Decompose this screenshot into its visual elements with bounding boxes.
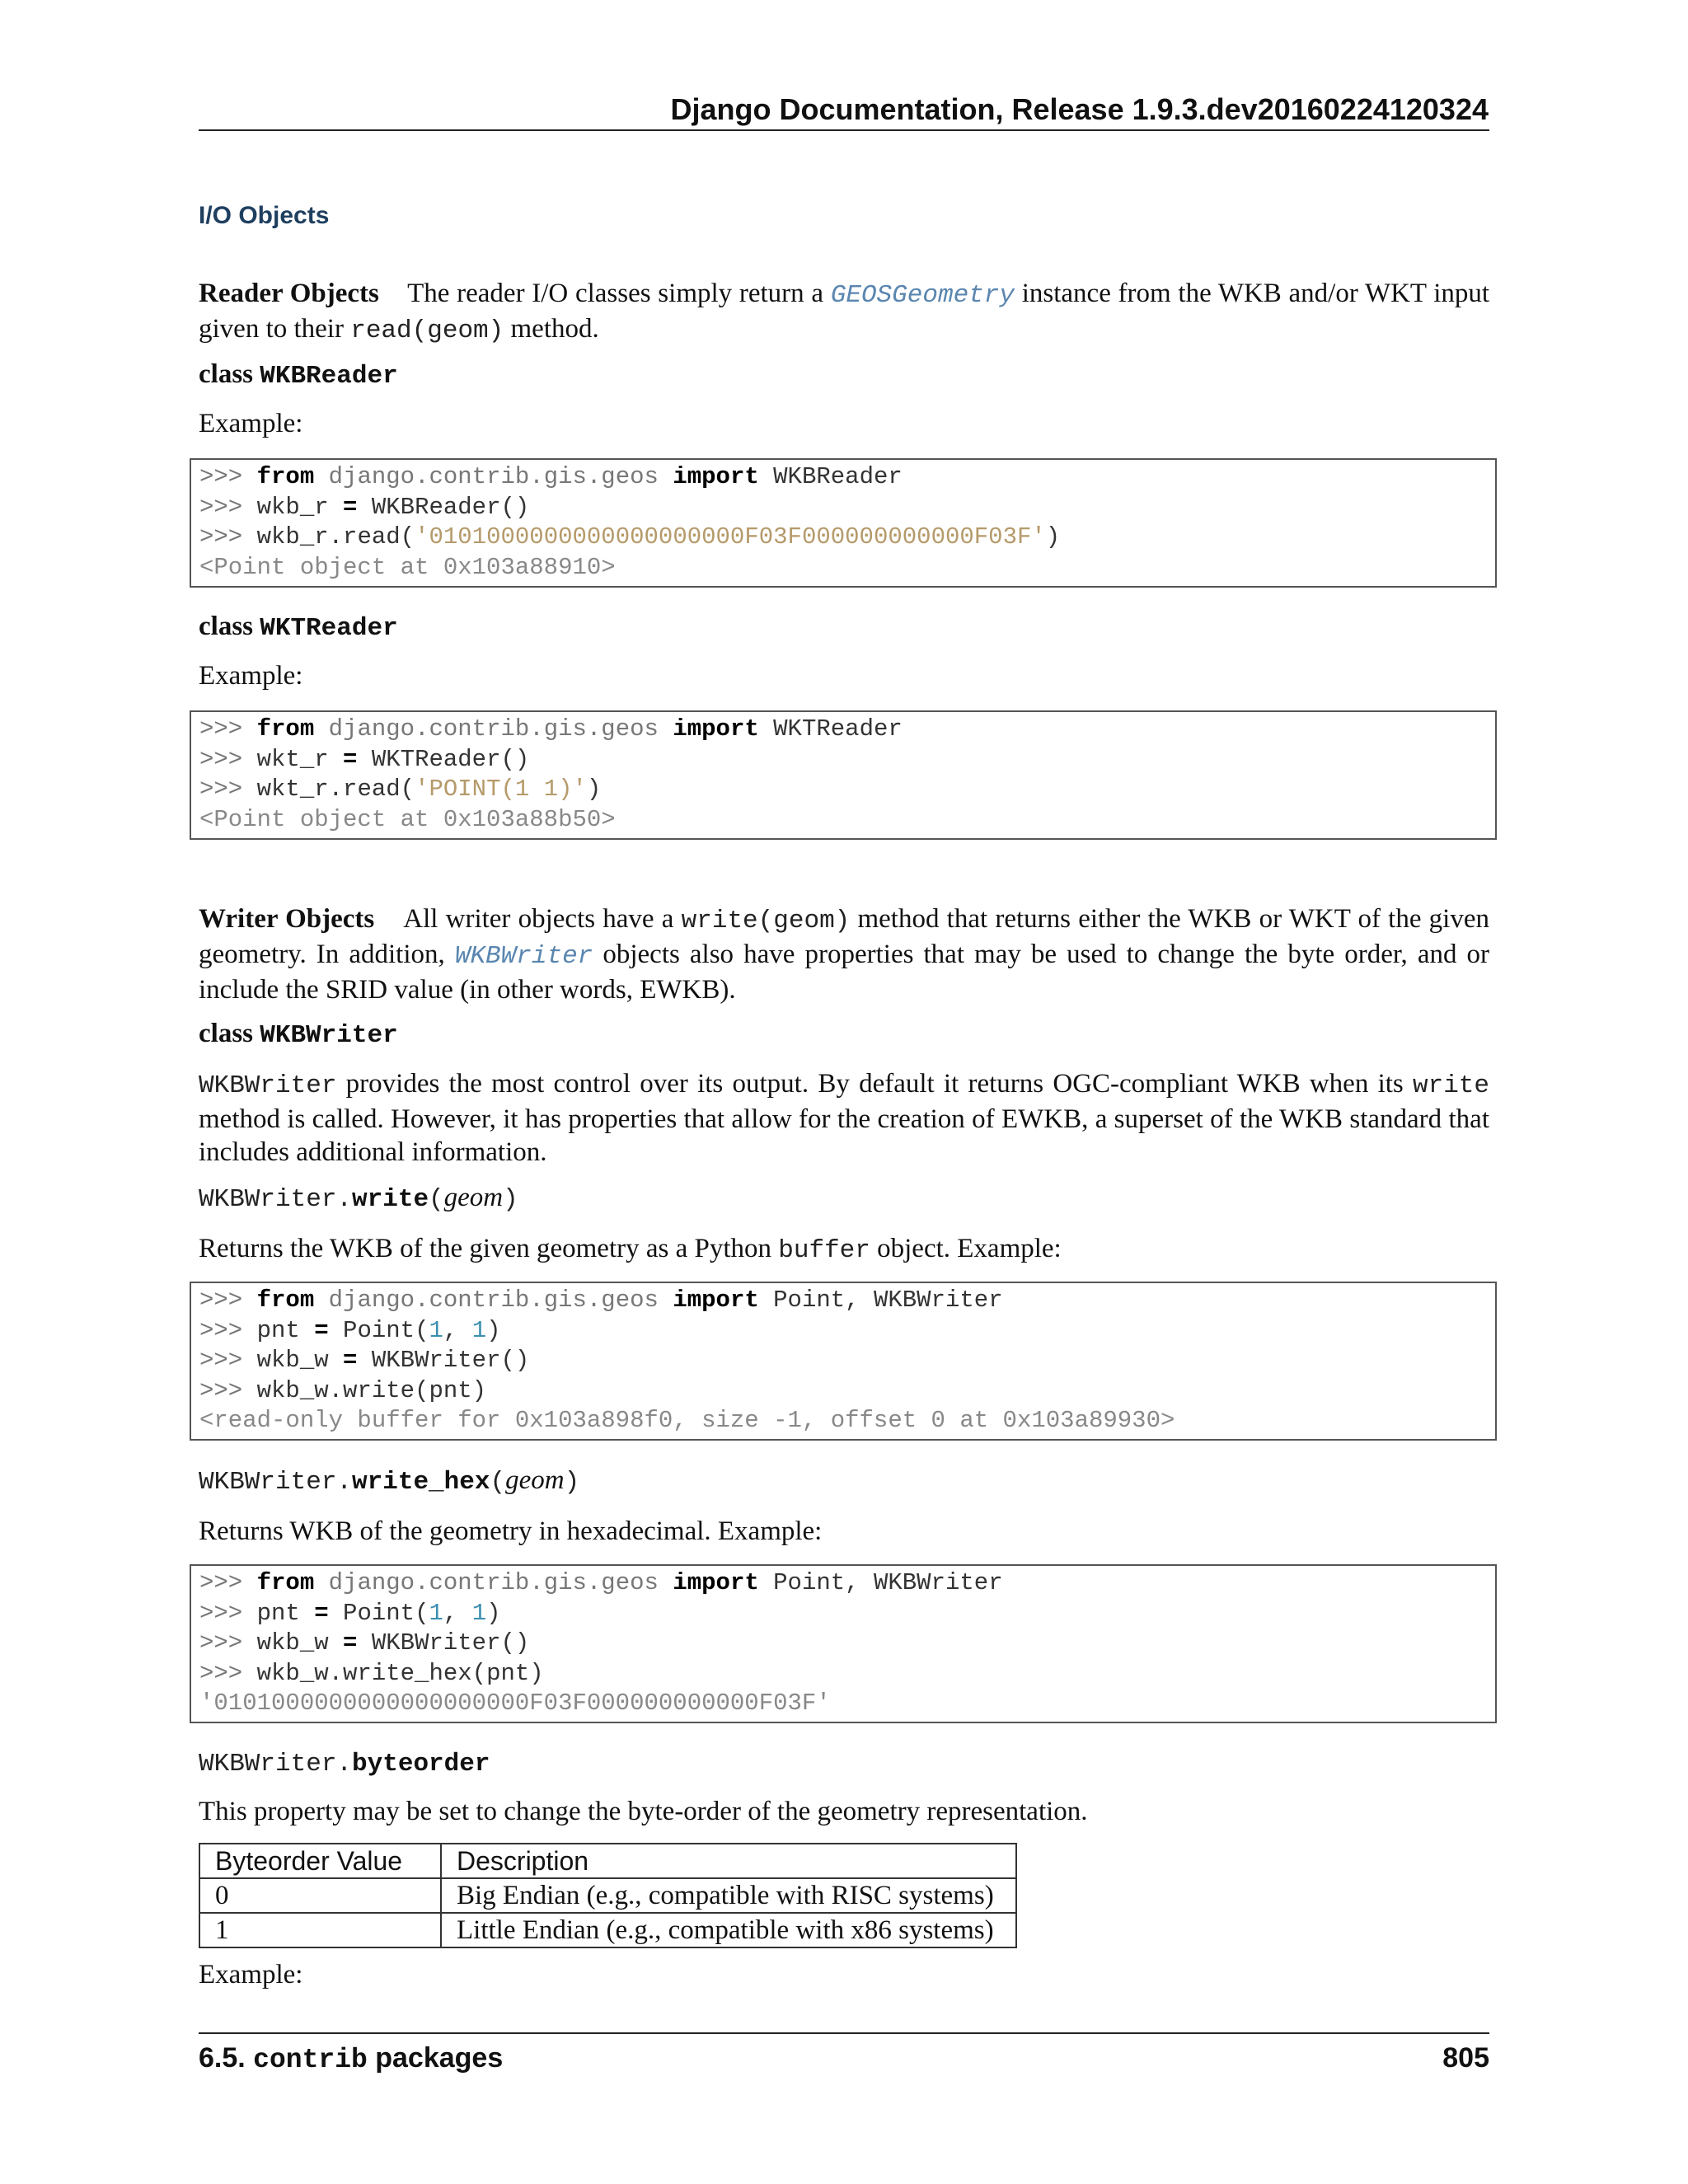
wkbwriter-signature [199,1019,398,1050]
example-label: Example: [199,409,303,438]
write-method-signature: WKBWriter.write(geom) [199,1183,518,1214]
writer-text-3: objects also have properties that may be used to change the byte order, and or include the SRID value (in other words, EWKB). [199,940,1490,1005]
reader-text-2: instance from the WKB and/or WKT input given to their [199,279,1490,344]
write-geom-code: write(geom) [681,907,851,935]
class-name: WKTReader [260,614,398,643]
table-cell: Big Endian (e.g., compatible with RISC systems) [441,1878,1016,1913]
write-hex-method-signature: WKBWriter.write_hex(geom) [199,1465,580,1497]
byteorder-description: This property may be set to change the byte-order of the geometry representation. [199,1797,1088,1826]
example-label: Example: [199,1960,303,1990]
table-row [199,1913,1016,1947]
wkbwriter-link[interactable]: WKBWriter [454,942,593,971]
code-block-write: >>> from django.contrib.gis.geos import Point, WKBWriter >>> pnt = Point(1, 1) >>> wkb_w = WKBWriter() >>> wkb_w.write(pnt) <read-only buffer for 0x103a898f0, size -1, offset 0 at 0x103a89930> [190,1282,1497,1441]
read-geom-code: read(geom) [350,316,504,345]
writer-objects-lead: Writer Objects [199,904,375,934]
byteorder-property-signature: WKBWriter.byteorder [199,1750,490,1779]
running-header: Django Documentation, Release 1.9.3.dev20160224120324 [670,92,1489,126]
table-cell: 1 [199,1913,441,1947]
writer-text: All writer objects have a [403,904,674,934]
table-header-cell: Byteorder Value [199,1844,441,1878]
table-cell: Little Endian (e.g., compatible with x86 systems) [441,1913,1016,1947]
class-keyword: class [199,1019,253,1048]
reader-text: The reader I/O classes simply return a [407,279,824,308]
table-cell: 0 [199,1878,441,1913]
reader-text-3: method. [510,314,599,344]
buffer-code: buffer [778,1236,870,1265]
footer-section-number: 6.5. [199,2042,246,2074]
geosgeometry-link[interactable]: GEOSGeometry [830,281,1015,310]
write-method-description: Returns the WKB of the given geometry as a Python buffer object. Example: [199,1234,1062,1265]
class-keyword: class [199,359,253,389]
class-keyword: class [199,612,253,641]
wkbwriter-desc-text-2: method is called. However, it has properties that allow for the creation of EWKB, a superset of the WKB standard that includes additional information. [199,1104,1489,1167]
table-header-cell: Description [441,1844,1016,1878]
wkbreader-signature [199,359,398,391]
byteorder-table [199,1843,1017,1948]
header-rule [199,129,1489,131]
code-block-wktreader: >>> from django.contrib.gis.geos import WKTReader >>> wkt_r = WKTReader() >>> wkt_r.read('POINT(1 1)') <Point object at 0x103a88b50> [190,710,1497,840]
reader-objects-paragraph [199,277,1489,348]
page-number: 805 [1442,2042,1489,2074]
class-name: WKBWriter [260,1021,398,1050]
example-label: Example: [199,661,303,691]
table-header-row [199,1844,1016,1878]
wktreader-signature [199,612,398,643]
table-row [199,1878,1016,1913]
wkbwriter-code: WKBWriter [199,1071,337,1100]
footer-rule [199,2032,1489,2034]
footer-section [199,2042,503,2075]
writer-objects-paragraph [199,902,1489,1006]
footer-section-code: contrib [253,2045,368,2075]
write-code: write [1412,1071,1489,1100]
reader-objects-lead: Reader Objects [199,279,379,308]
write-hex-description: Returns WKB of the geometry in hexadecimal. Example: [199,1516,823,1546]
writer-text-2: method that returns either the WKB or WKT of the given geometry. In addition, [199,904,1489,969]
wkbwriter-description [199,1067,1489,1169]
class-name: WKBReader [260,362,398,391]
code-block-write-hex: >>> from django.contrib.gis.geos import Point, WKBWriter >>> pnt = Point(1, 1) >>> wkb_w = WKBWriter() >>> wkb_w.write_hex(pnt) '0101000000000000000000F03F000000000000F03F' [190,1564,1497,1723]
wkbwriter-desc-text: provides the most control over its output. By default it returns OGC-compliant WKB when its [345,1069,1404,1099]
footer-section-text: packages [375,2042,504,2074]
section-title: I/O Objects [199,202,330,229]
code-block-wkbreader: >>> from django.contrib.gis.geos import WKBReader >>> wkb_r = WKBReader() >>> wkb_r.read('0101000000000000000000F03F000000000000F03F') <Point object at 0x103a88910> [190,458,1497,588]
